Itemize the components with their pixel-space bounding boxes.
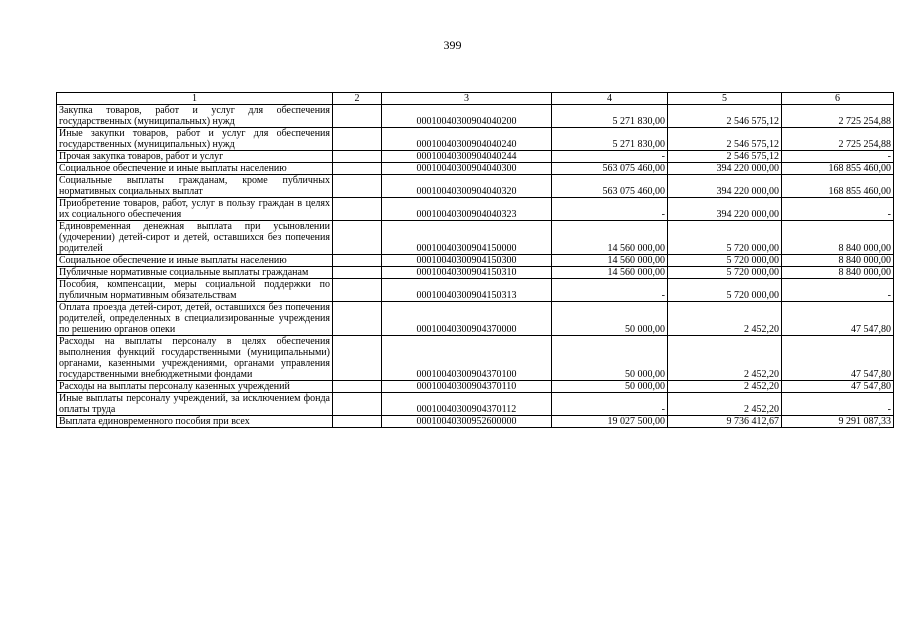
row-col2-cell	[333, 128, 382, 151]
row-col2-cell	[333, 105, 382, 128]
row-code-cell: 00010040300904150000	[382, 221, 552, 255]
table-row	[57, 255, 894, 267]
row-name-cell: Расходы на выплаты персоналу казенных учреждений	[57, 381, 333, 393]
page-number: 399	[443, 38, 462, 52]
row-col2-cell	[333, 416, 382, 428]
row-name-cell: Единовременная денежная выплата при усыновлении (удочерении) детей-сирот и детей, оставшихся без попечения родителей	[57, 221, 333, 255]
row-col6-cell: -	[782, 279, 894, 302]
row-col6-cell: 168 855 460,00	[782, 163, 894, 175]
table-row	[57, 279, 894, 302]
row-col2-cell	[333, 381, 382, 393]
row-col2-cell	[333, 151, 382, 163]
table-row	[57, 151, 894, 163]
row-col4-cell: 50 000,00	[552, 336, 668, 381]
row-col2-cell	[333, 336, 382, 381]
table-row	[57, 163, 894, 175]
row-col2-cell	[333, 302, 382, 336]
row-code-cell: 00010040300904040240	[382, 128, 552, 151]
table-row	[57, 381, 894, 393]
row-col4-cell: 50 000,00	[552, 302, 668, 336]
row-col6-cell: 47 547,80	[782, 381, 894, 393]
row-col6-cell: -	[782, 393, 894, 416]
row-col2-cell	[333, 175, 382, 198]
row-col2-cell	[333, 198, 382, 221]
column-header: 6	[782, 93, 894, 105]
row-name-cell: Иные выплаты персоналу учреждений, за исключением фонда оплаты труда	[57, 393, 333, 416]
row-code-cell: 00010040300904370100	[382, 336, 552, 381]
row-col6-cell: 2 725 254,88	[782, 128, 894, 151]
row-col4-cell: -	[552, 151, 668, 163]
row-col5-cell: 2 546 575,12	[668, 151, 782, 163]
row-col5-cell: 2 546 575,12	[668, 128, 782, 151]
row-name-cell: Социальное обеспечение и иные выплаты населению	[57, 255, 333, 267]
table-row	[57, 336, 894, 381]
row-code-cell: 00010040300904040200	[382, 105, 552, 128]
column-header: 5	[668, 93, 782, 105]
row-col5-cell: 394 220 000,00	[668, 175, 782, 198]
row-code-cell: 00010040300904040300	[382, 163, 552, 175]
row-col6-cell: 9 291 087,33	[782, 416, 894, 428]
row-col2-cell	[333, 267, 382, 279]
table-row	[57, 221, 894, 255]
table-row	[57, 198, 894, 221]
row-col5-cell: 2 452,20	[668, 302, 782, 336]
row-name-cell: Иные закупки товаров, работ и услуг для обеспечения государственных (муниципальных) нужд	[57, 128, 333, 151]
table-row	[57, 105, 894, 128]
budget-table	[56, 92, 894, 428]
row-code-cell: 00010040300904040244	[382, 151, 552, 163]
row-code-cell: 00010040300904370110	[382, 381, 552, 393]
row-col6-cell: 8 840 000,00	[782, 221, 894, 255]
row-col4-cell: 14 560 000,00	[552, 255, 668, 267]
row-code-cell: 00010040300904150300	[382, 255, 552, 267]
table-row	[57, 393, 894, 416]
row-col4-cell: 14 560 000,00	[552, 221, 668, 255]
row-col2-cell	[333, 393, 382, 416]
row-code-cell: 00010040300904040323	[382, 198, 552, 221]
row-name-cell: Расходы на выплаты персоналу в целях обеспечения выполнения функций государственными (муниципальными) органами, казенными учреждениями, органами управления государственными внебюджетными фондами	[57, 336, 333, 381]
row-col5-cell: 2 452,20	[668, 336, 782, 381]
row-col5-cell: 9 736 412,67	[668, 416, 782, 428]
row-col6-cell: -	[782, 198, 894, 221]
column-header: 3	[382, 93, 552, 105]
table-row	[57, 175, 894, 198]
row-code-cell: 00010040300904150310	[382, 267, 552, 279]
row-col5-cell: 5 720 000,00	[668, 267, 782, 279]
row-code-cell: 00010040300904150313	[382, 279, 552, 302]
row-col5-cell: 2 452,20	[668, 381, 782, 393]
row-col6-cell: -	[782, 151, 894, 163]
row-name-cell: Прочая закупка товаров, работ и услуг	[57, 151, 333, 163]
row-col4-cell: 563 075 460,00	[552, 175, 668, 198]
column-header: 4	[552, 93, 668, 105]
row-col2-cell	[333, 255, 382, 267]
row-col4-cell: -	[552, 393, 668, 416]
row-col4-cell: 50 000,00	[552, 381, 668, 393]
row-name-cell: Социальное обеспечение и иные выплаты населению	[57, 163, 333, 175]
table-row	[57, 267, 894, 279]
row-code-cell: 00010040300904370112	[382, 393, 552, 416]
row-col4-cell: 5 271 830,00	[552, 105, 668, 128]
row-col5-cell: 5 720 000,00	[668, 255, 782, 267]
table-row	[57, 302, 894, 336]
row-col2-cell	[333, 163, 382, 175]
row-name-cell: Выплата единовременного пособия при всех	[57, 416, 333, 428]
table-row	[57, 128, 894, 151]
row-col2-cell	[333, 221, 382, 255]
row-name-cell: Закупка товаров, работ и услуг для обеспечения государственных (муниципальных) нужд	[57, 105, 333, 128]
row-col5-cell: 394 220 000,00	[668, 198, 782, 221]
row-col5-cell: 5 720 000,00	[668, 279, 782, 302]
row-col6-cell: 168 855 460,00	[782, 175, 894, 198]
row-col6-cell: 2 725 254,88	[782, 105, 894, 128]
row-col5-cell: 394 220 000,00	[668, 163, 782, 175]
row-col5-cell: 5 720 000,00	[668, 221, 782, 255]
row-name-cell: Оплата проезда детей-сирот, детей, оставшихся без попечения родителей, определенных в специализированные учреждения по решению органов опеки	[57, 302, 333, 336]
row-code-cell: 00010040300952600000	[382, 416, 552, 428]
row-col4-cell: 19 027 500,00	[552, 416, 668, 428]
row-name-cell: Публичные нормативные социальные выплаты гражданам	[57, 267, 333, 279]
column-header: 2	[333, 93, 382, 105]
row-col6-cell: 47 547,80	[782, 302, 894, 336]
row-code-cell: 00010040300904370000	[382, 302, 552, 336]
row-col4-cell: 14 560 000,00	[552, 267, 668, 279]
table-header-row	[57, 93, 894, 105]
row-name-cell: Социальные выплаты гражданам, кроме публичных нормативных социальных выплат	[57, 175, 333, 198]
row-col2-cell	[333, 279, 382, 302]
column-header: 1	[57, 93, 333, 105]
row-name-cell: Приобретение товаров, работ, услуг в пользу граждан в целях их социального обеспечения	[57, 198, 333, 221]
row-col6-cell: 8 840 000,00	[782, 255, 894, 267]
row-code-cell: 00010040300904040320	[382, 175, 552, 198]
row-col5-cell: 2 452,20	[668, 393, 782, 416]
row-col4-cell: -	[552, 279, 668, 302]
row-col5-cell: 2 546 575,12	[668, 105, 782, 128]
table-row	[57, 416, 894, 428]
row-col4-cell: 5 271 830,00	[552, 128, 668, 151]
row-col6-cell: 47 547,80	[782, 336, 894, 381]
row-col4-cell: -	[552, 198, 668, 221]
row-name-cell: Пособия, компенсации, меры социальной поддержки по публичным нормативным обязательствам	[57, 279, 333, 302]
row-col4-cell: 563 075 460,00	[552, 163, 668, 175]
row-col6-cell: 8 840 000,00	[782, 267, 894, 279]
